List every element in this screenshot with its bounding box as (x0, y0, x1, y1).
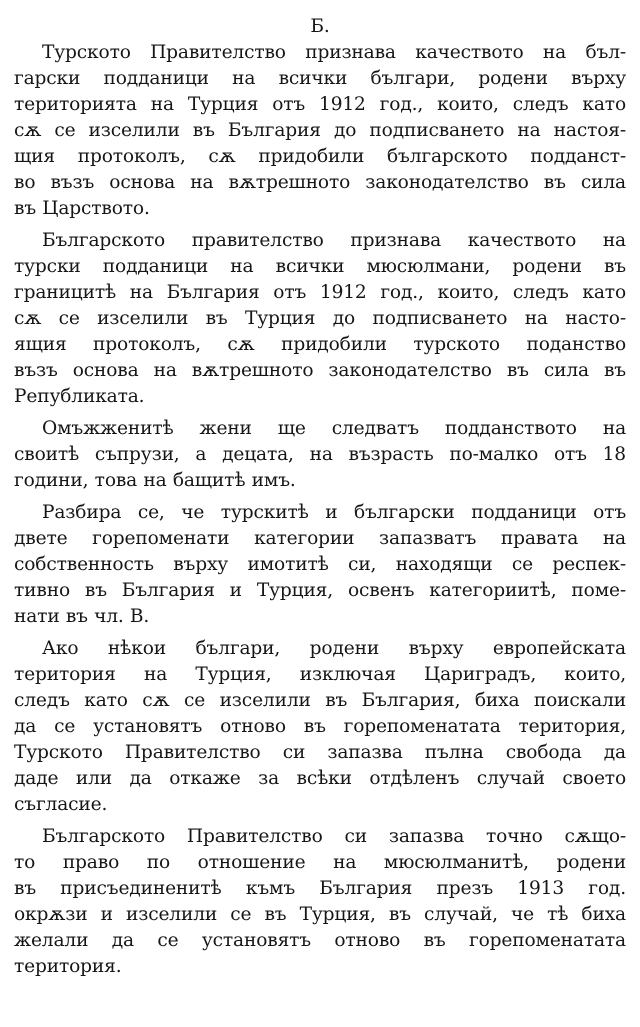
text-line: територия на Турция, изключая Цариградъ, които, (14, 664, 626, 685)
text-line: сѫ се изселили въ Турция до подписването на насто- (14, 308, 626, 329)
text-line: ящия протоколъ, сѫ придобили турското поданство (14, 334, 626, 355)
text-line: въ присъединенитѣ къмъ България презъ 1913 год. (14, 878, 626, 899)
text-line: територия. (14, 956, 122, 977)
text-line: даде или да откаже за всѣки отдѣленъ случай своето (14, 768, 626, 789)
text-line: тивно въ България и Турция, освенъ категориитѣ, поме- (14, 580, 626, 601)
text-line: възъ основа на вѫтрешното законодателство въ сила въ (14, 360, 626, 381)
text-line: то право по отношение на мюсюлманитѣ, родени (14, 852, 626, 873)
text-line: окрѫзи и изселили се въ Турция, въ случай, че тѣ биха (14, 904, 626, 925)
text-line: желали да се установятъ отново въ горепоменатата (14, 930, 626, 951)
paragraph (14, 40, 626, 222)
text-line: Българското правителство признава качеството на (42, 230, 626, 251)
paragraph (14, 500, 626, 630)
text-line: Турското Правителство признава качеството на бъл- (42, 42, 626, 63)
text-line: съгласие. (14, 794, 108, 815)
text-line: въ Царството. (14, 198, 150, 219)
text-line: своитѣ съпрузи, а децата, на възрасть по-малко отъ 18 (14, 444, 626, 465)
text-line: Турското Правителство си запазва пълна свобода да (14, 742, 626, 763)
paragraph (14, 824, 626, 980)
section-heading: Б. (310, 16, 330, 37)
text-line: вo възъ основа на вѫтрешното законодателство въ сила (14, 172, 626, 193)
text-line: двете горепоменати категории запазватъ правата на (14, 528, 626, 549)
text-line: години, това на бащитѣ имъ. (14, 470, 296, 491)
text-line: щия протоколъ, сѫ придобили българското подданст- (14, 146, 626, 167)
text-line: сѫ се изселили въ България до подписването на настоя- (14, 120, 626, 141)
paragraph (14, 636, 626, 818)
text-line: Омъжженитѣ жени ще следватъ подданството на (42, 418, 626, 439)
document-page (14, 14, 626, 980)
text-line: Българското Правителство си запазва точно сѫщо- (42, 826, 626, 847)
text-line: да се установятъ отново въ горепоменатата територия, (14, 716, 626, 737)
text-line: гарски подданици на всички българи, родени върху (14, 68, 626, 89)
text-line: Републиката. (14, 386, 145, 407)
text-line: нати въ чл. В. (14, 606, 150, 627)
text-line: границитѣ на България отъ 1912 год., които, следъ като (14, 282, 626, 303)
text-line: Разбира се, че турскитѣ и български подданици отъ (42, 502, 626, 523)
paragraph (14, 416, 626, 494)
text-line: следъ като сѫ се изселили въ България, биха поискали (14, 690, 626, 711)
text-line: територията на Турция отъ 1912 год., които, следъ като (14, 94, 626, 115)
text-line: Ако нѣкои българи, родени върху европейската (42, 638, 626, 659)
text-line: турски подданици на всички мюсюлмани, родени въ (14, 256, 626, 277)
paragraph-list (14, 40, 626, 980)
paragraph (14, 228, 626, 410)
text-line: собственность върху имотитѣ си, находящи се респек- (14, 554, 626, 575)
